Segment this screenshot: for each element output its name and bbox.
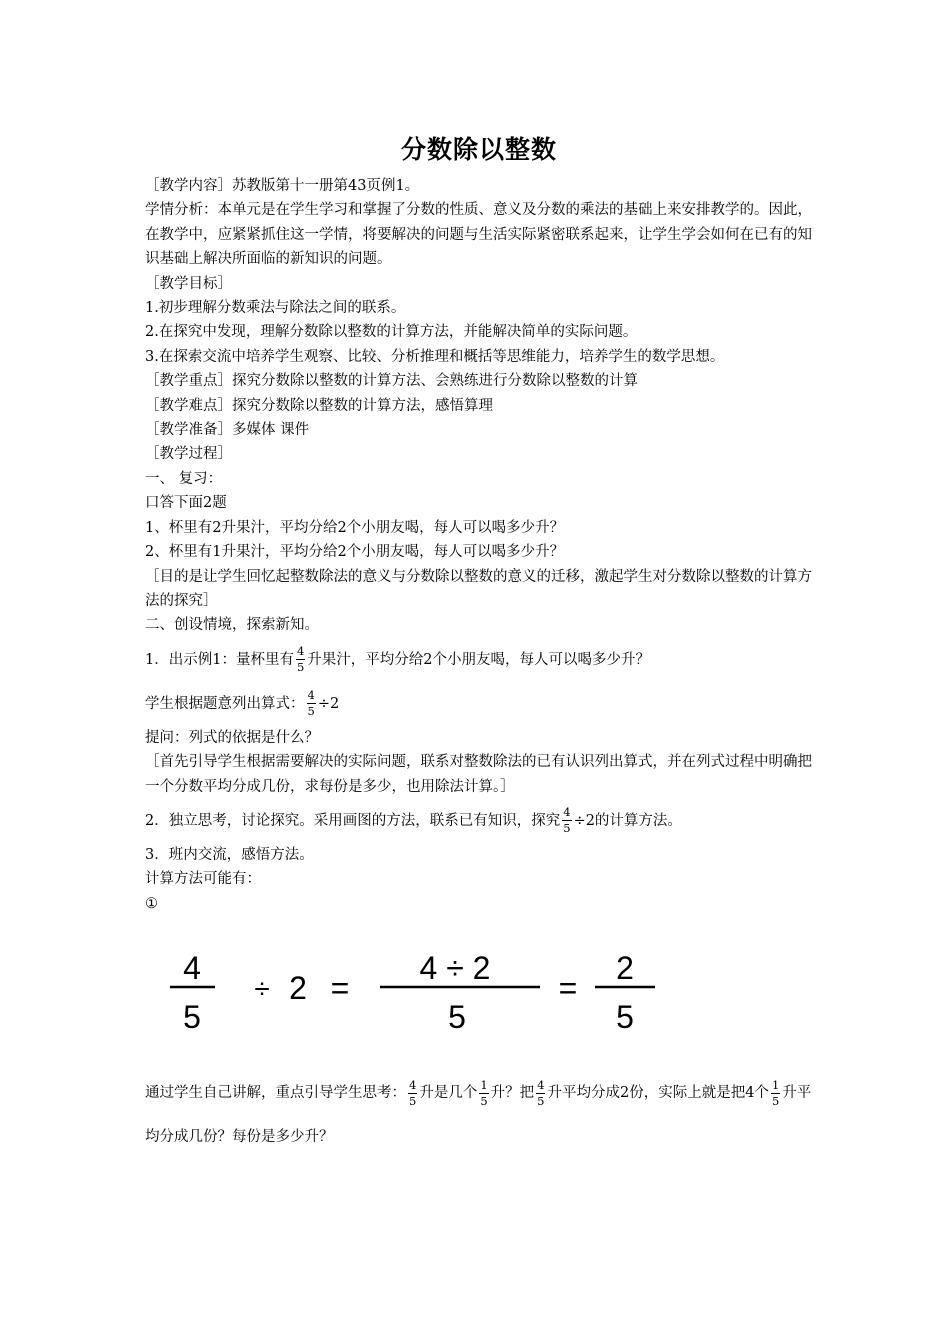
goal-2: 2.在探究中发现，理解分数除以整数的计算方法，并能解决简单的实际问题。 — [145, 324, 638, 341]
step-3: 3．班内交流，感悟方法。 — [145, 846, 314, 863]
question-basis: 提问：列式的依据是什么？ — [145, 729, 319, 746]
formula-divisor: 2 — [289, 970, 307, 1007]
fraction: $\frac{4}{5}$ — [307, 688, 315, 719]
question-2: 2、杯里有1升果汁，平均分给2个小朋友喝，每人可以喝多少升？ — [145, 544, 565, 561]
formula-svg — [155, 946, 655, 1036]
fraction: $\frac{1}{5}$ — [480, 1077, 488, 1108]
page-title: 分数除以整数 — [400, 135, 557, 164]
fraction: $\frac{4}{5}$ — [537, 1077, 545, 1108]
equals-sign: = — [558, 970, 578, 1007]
guidance-note: ［首先引导学生根据需要解决的实际问题，联系对整数除法的已有认识列出算式，并在列式过程中明确把一个分数平均分成几份，求每份是多少，也用除法计算。］ — [145, 754, 812, 795]
review-heading: 一、 复习： — [145, 470, 223, 487]
goal-1: 1.初步理解分数乘法与除法之间的联系。 — [145, 300, 406, 317]
method-marker: ① — [145, 895, 158, 912]
formula-f1-num: 4 — [183, 950, 201, 987]
formula-f1-den: 5 — [183, 999, 201, 1036]
formula-f2-den: 5 — [448, 999, 466, 1036]
fraction: $\frac{4}{5}$ — [296, 644, 305, 675]
fraction: $\frac{1}{5}$ — [771, 1077, 780, 1108]
formula-image — [145, 916, 813, 1071]
student-expression: 学生根据题意列出算式： $\frac{4}{5}$ ÷2 — [145, 688, 340, 719]
fraction: $\frac{4}{5}$ — [409, 1077, 417, 1108]
example-1: 1．出示例1：量杯里有 $\frac{4}{5}$ 升果汁，平均分给2个小朋友喝，每人可以喝多少升？ — [145, 644, 651, 675]
difficulties: ［教学难点］探究分数除以整数的计算方法，感悟算理 — [145, 397, 493, 414]
purpose-note: ［目的是让学生回忆起整数除法的意义与分数除以整数的意义的迁移，激起学生对分数除以整数的计算方法的探究］ — [145, 568, 812, 609]
document-page — [145, 128, 813, 1159]
formula-f3-num: 2 — [616, 950, 634, 987]
fraction: $\frac{4}{5}$ — [563, 805, 571, 836]
guided-thinking: 通过学生自己讲解，重点引导学生思考： $\frac{4}{5}$ 升是几个 $\frac{1}{5}$ 升？把 $\frac{4}{5}$ 升平均分成2份，实际上就是把4个 $\frac{1}{5}$ 升平均分成几份？每份是多少升？ — [145, 1077, 812, 1146]
key-points: ［教学重点］探究分数除以整数的计算方法、会熟练进行分数除以整数的计算 — [145, 373, 638, 390]
step-2: 2．独立思考，讨论探究。采用画图的方法，联系已有知识，探究 $\frac{4}{5}$ ÷2的计算方法。 — [145, 805, 682, 836]
formula-f3-den: 5 — [616, 999, 634, 1036]
new-knowledge-heading: 二、创设情境，探索新知。 — [145, 617, 319, 634]
equals-sign: = — [330, 970, 350, 1007]
divide-sign: ÷ — [254, 973, 270, 1005]
oral-answer: 口答下面2题 — [145, 495, 227, 512]
teaching-content: ［教学内容］苏教版第十一册第43页例1。 — [145, 178, 420, 194]
goal-3: 3.在探索交流中培养学生观察、比较、分析推理和概括等思维能力，培养学生的数学思想。 — [145, 348, 725, 365]
formula-f2-num: 4 ÷ 2 — [419, 950, 491, 987]
question-1: 1、杯里有2升果汁，平均分给2个小朋友喝，每人可以喝多少升？ — [145, 519, 565, 536]
methods-heading: 计算方法可能有： — [145, 871, 261, 888]
process-heading: ［教学过程］ — [145, 446, 232, 463]
learning-analysis: 学情分析：本单元是在学生学习和掌握了分数的性质、意义及分数的乘法的基础上来安排教学的。因此，在教学中，应紧紧抓住这一学情，将要解决的问题与生活实际紧密联系起来，让学生学会如何在已有的知识基础上解决所面临的新知识的问题。 — [145, 202, 812, 268]
section-goals-heading: ［教学目标］ — [145, 275, 232, 292]
preparation: ［教学准备］多媒体 课件 — [145, 422, 310, 439]
